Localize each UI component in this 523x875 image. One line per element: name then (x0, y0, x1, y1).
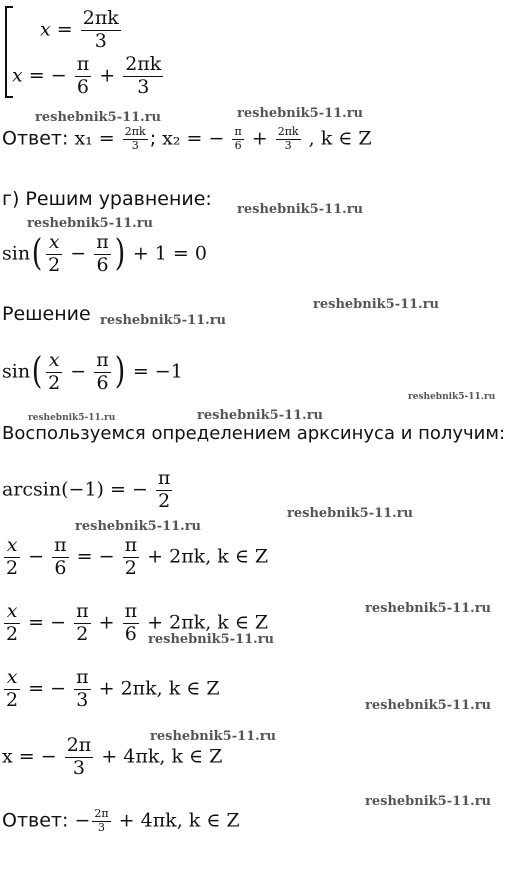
watermark: reshebnik5-11.ru (313, 297, 440, 312)
step1-equation: $\frac{x}{2}$ − $\frac{\pi}{6}$ = − $\frac{\pi}{2}$ + 2πk, k ∈ Z (6, 534, 269, 579)
watermark: reshebnik5-11.ru (148, 632, 275, 647)
watermark: reshebnik5-11.ru (27, 216, 154, 231)
part-g-heading: г) Решим уравнение: (2, 188, 212, 210)
watermark: reshebnik5-11.ru (408, 392, 496, 402)
watermark: reshebnik5-11.ru (365, 601, 492, 616)
step2-equation: $\frac{x}{2}$ = − $\frac{\pi}{2}$ + $\frac{\pi}{6}$ + 2πk, k ∈ Z (6, 600, 269, 645)
watermark: reshebnik5-11.ru (150, 729, 277, 744)
answer-label: Ответ: (2, 127, 69, 150)
watermark: reshebnik5-11.ru (197, 408, 324, 423)
system-eq2: x = − $\frac{\pi}{6}$ + $\frac{2\pi k}{3}$ (12, 53, 162, 98)
solution-label: Решение (2, 303, 91, 325)
answer2-line: Ответ: − $\frac{2\pi}{3}$ + 4πk, k ∈ Z (2, 807, 240, 834)
step4-equation: x = − $\frac{2\pi}{3}$ + 4πk, k ∈ Z (2, 734, 223, 779)
watermark: reshebnik5-11.ru (365, 794, 492, 809)
step3-equation: $\frac{x}{2}$ = − $\frac{\pi}{3}$ + 2πk, k ∈ Z (6, 666, 220, 711)
system-eq1: x = $\frac{2\pi k}{3}$ (40, 7, 119, 52)
watermark: reshebnik5-11.ru (35, 110, 162, 125)
watermark: reshebnik5-11.ru (287, 506, 414, 521)
main-equation: sin( $\frac{x}{2}$ − $\frac{\pi}{6}$ ) + 1 = 0 (2, 231, 207, 276)
watermark: reshebnik5-11.ru (75, 519, 202, 534)
arcsin-equation: arcsin(−1) = − $\frac{\pi}{2}$ (2, 467, 171, 512)
answer-label: Ответ: (2, 809, 69, 832)
statement-text: Воспользуемся определением арксинуса и получим: (2, 423, 506, 444)
watermark: reshebnik5-11.ru (237, 202, 364, 217)
watermark: reshebnik5-11.ru (365, 698, 492, 713)
watermark: reshebnik5-11.ru (237, 106, 364, 121)
sin-equation: sin( $\frac{x}{2}$ − $\frac{\pi}{6}$ ) = −1 (2, 349, 183, 394)
answer1-line: Ответ: x₁ = $\frac{2\pi k}{3}$ ; x₂ = − $\frac{\pi}{6}$ + $\frac{2\pi k}{3}$ , k ∈ Z (2, 125, 372, 152)
watermark: reshebnik5-11.ru (100, 313, 227, 328)
watermark: reshebnik5-11.ru (28, 413, 116, 423)
